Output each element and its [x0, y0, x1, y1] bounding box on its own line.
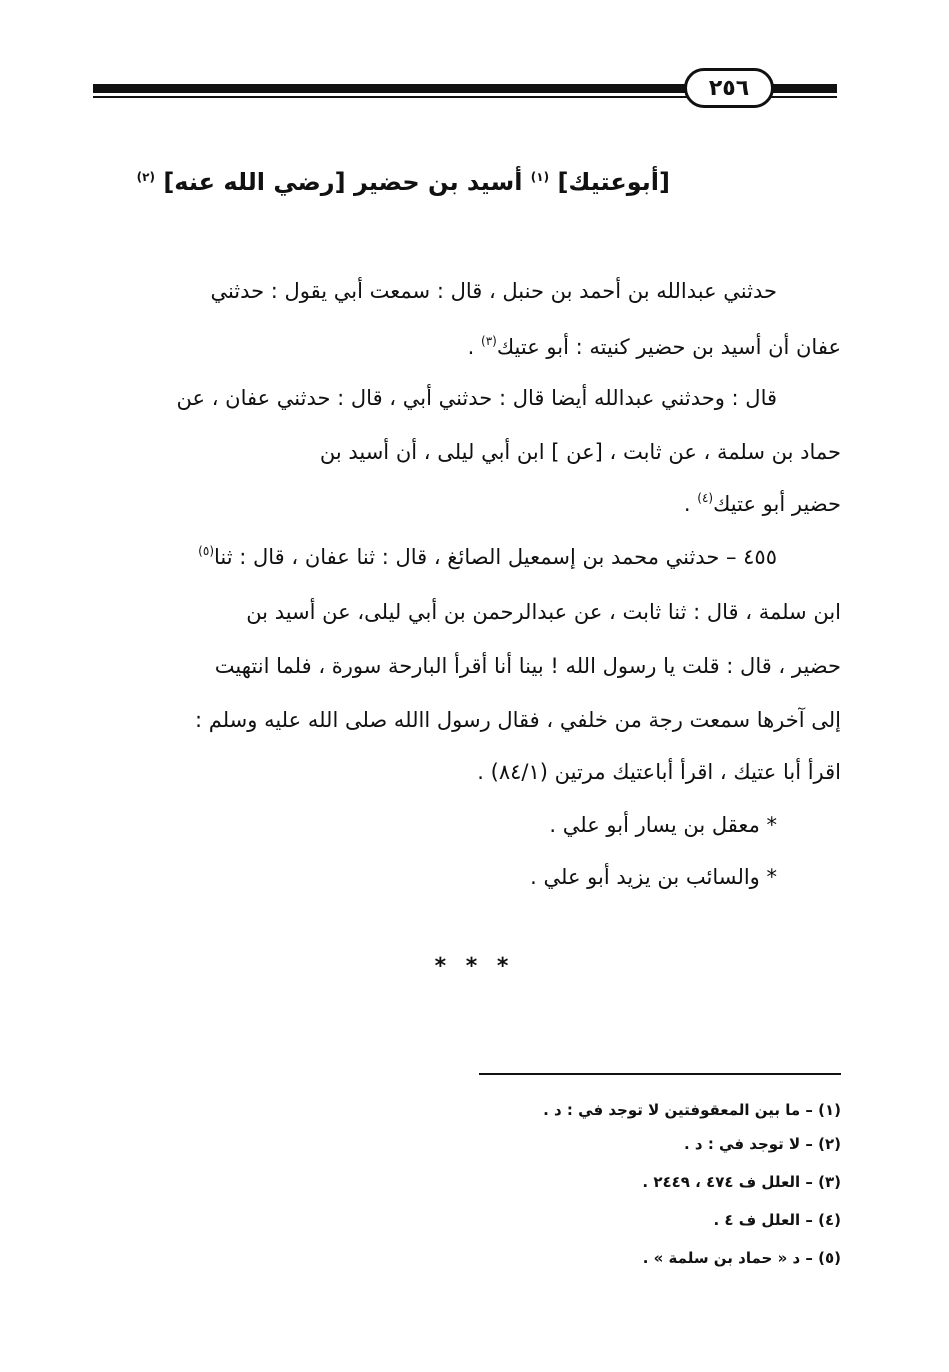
footnote-ref-3: (٣) [481, 334, 497, 348]
footnote-ref-1: (١) [530, 170, 550, 184]
heading-kunya: [أبوعتيك] [557, 168, 670, 196]
footnote: (٥) – د « حماد بن سلمة » . [642, 1249, 841, 1267]
body-line: حضير أبو عتيك$^{(٤)}$ . [683, 491, 841, 516]
body-line: اقرأ أبا عتيك ، اقرأ أباعتيك مرتين (٨٤/١) . [477, 760, 841, 784]
body-line: إلى آخرها سمعت رجة من خلفي ، فقال رسول االله صلى الله عليه وسلم : [195, 708, 841, 732]
body-line: حماد بن سلمة ، عن ثابت ، [عن ] ابن أبي ليلى ، أن أسيد بن [319, 440, 841, 464]
list-item: * معقل بن يسار أبو علي . [549, 813, 777, 837]
footnote: (٤) – العلل ف ٤ . [713, 1211, 841, 1229]
footnote-ref-4: (٤) [697, 491, 714, 505]
entry-heading [136, 168, 670, 196]
heading-name: أسيد بن حضير [رضي الله عنه] [163, 168, 523, 196]
body-line: ٤٥٥ – حدثني محمد بن إسمعيل الصائغ ، قال : ثنا عفان ، قال : ثنا$^{(٥)}$ [198, 544, 777, 569]
footnote: (٢) – لا توجد في : د . [684, 1135, 841, 1153]
page-number-badge [684, 68, 774, 108]
body-line: عفان أن أسيد بن حضير كنيته : أبو عتيك$^{(٣)}$ . [467, 334, 841, 359]
body-line: ابن سلمة ، قال : ثنا ثابت ، عن عبدالرحمن بن أبي ليلى، عن أسيد بن [246, 600, 841, 624]
body-line: حدثني عبدالله بن أحمد بن حنبل ، قال : سمعت أبي يقول : حدثني [210, 279, 777, 303]
footnote-ref-2: (٢) [136, 170, 155, 184]
footnote-rule [479, 1073, 841, 1075]
footnote: (٣) – العلل ف ٤٧٤ ، ٢٤٤٩ . [642, 1173, 841, 1191]
body-line: قال : وحدثني عبدالله أيضا قال : حدثني أبي ، قال : حدثني عفان ، عن [176, 386, 777, 410]
list-item: * والسائب بن يزيد أبو علي . [530, 865, 777, 889]
footnote: (١) – ما بين المعقوفتين لا توجد في : د . [543, 1101, 841, 1119]
section-separator: * * * [434, 954, 515, 979]
page-number: ٢٥٦ [708, 75, 750, 101]
body-line: حضير ، قال : قلت يا رسول الله ! بينا أنا أقرأ البارحة سورة ، فلما انتهيت [214, 654, 841, 678]
footnote-ref-5: (٥) [198, 544, 214, 558]
